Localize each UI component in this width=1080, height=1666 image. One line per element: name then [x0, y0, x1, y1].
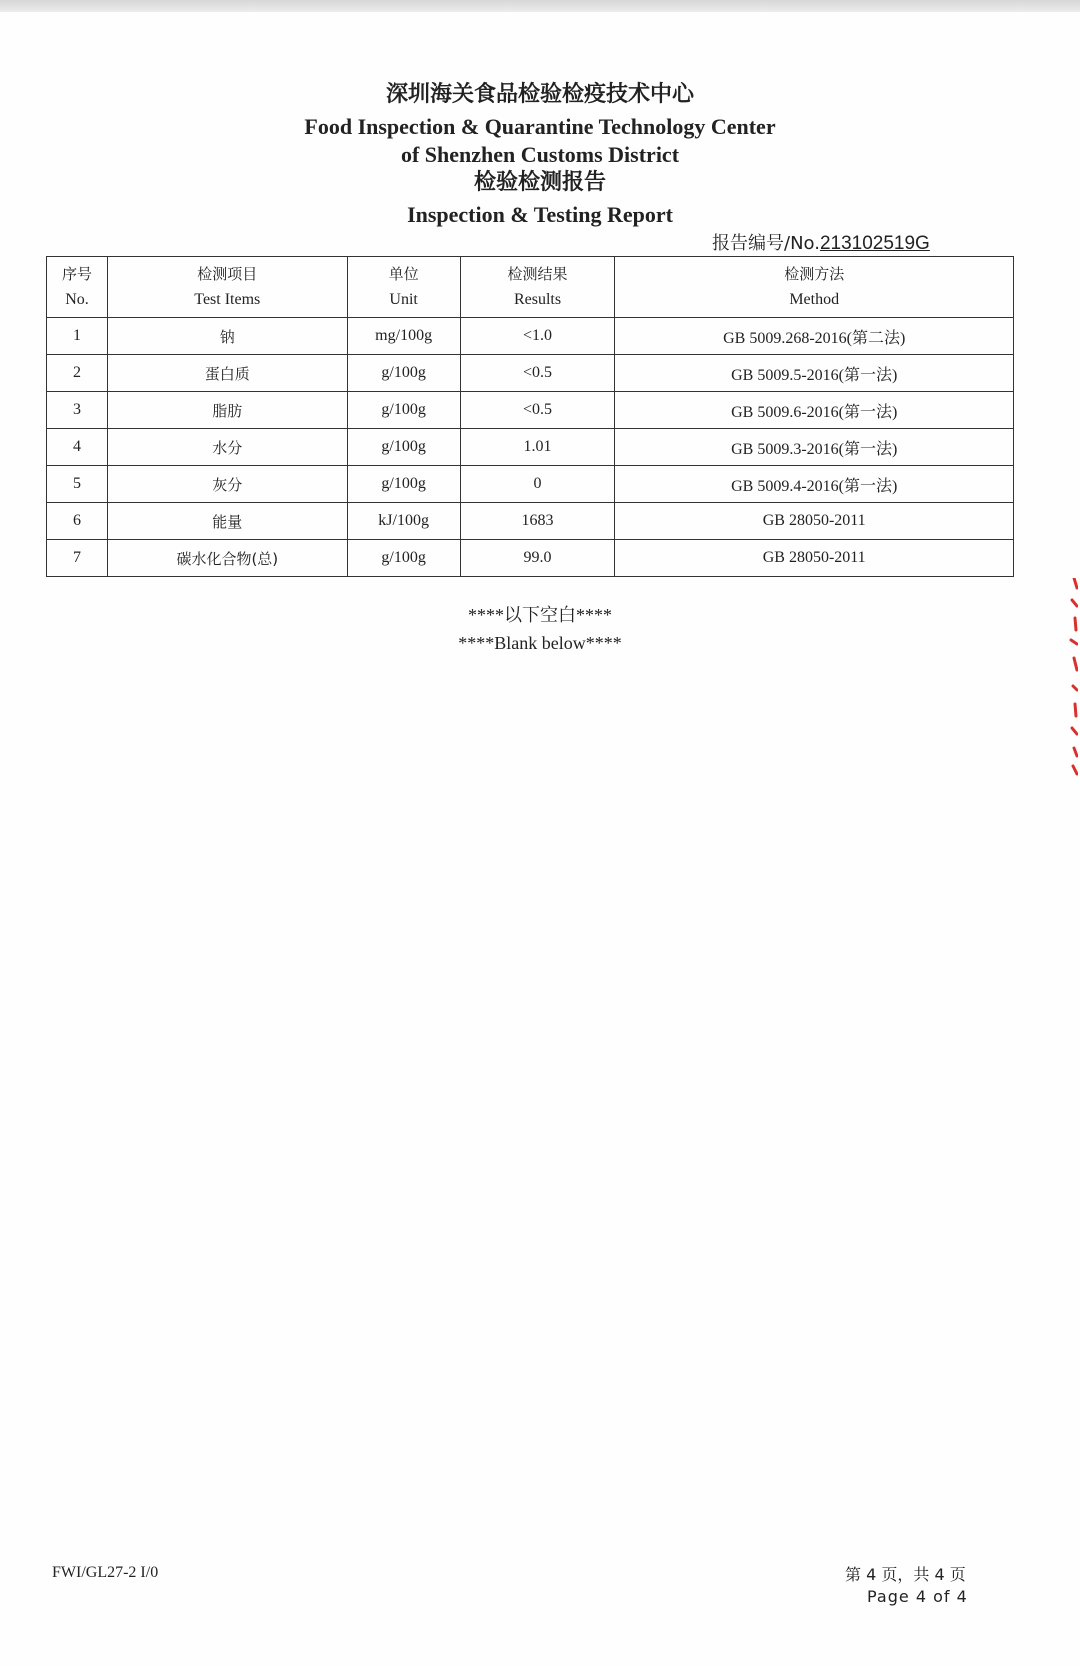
header-unit	[347, 257, 460, 318]
table-row	[47, 466, 1014, 503]
cell-no: 4	[47, 429, 108, 466]
org-name-en-line1: Food Inspection & Quarantine Technology Center	[304, 114, 776, 139]
blank-below-en: ****Blank below****	[458, 633, 622, 653]
cell-method: GB 5009.268-2016(第二法)	[615, 318, 1014, 355]
org-name-en-line2: of Shenzhen Customs District	[400, 142, 680, 167]
header-no	[47, 257, 108, 318]
cell-result: <0.5	[460, 355, 615, 392]
results-table	[46, 256, 1014, 577]
cell-item: 脂肪	[107, 392, 347, 429]
page-indicator-en: Page 4 of 4	[867, 1587, 968, 1606]
cell-item: 灰分	[107, 466, 347, 503]
table-row	[47, 503, 1014, 540]
cell-item: 水分	[107, 429, 347, 466]
cell-item: 碳水化合物(总)	[107, 540, 347, 577]
header-no-en: No.	[65, 291, 89, 308]
cell-method: GB 5009.4-2016(第一法)	[615, 466, 1014, 503]
cell-no: 3	[47, 392, 108, 429]
page-indicator-cn: 第 4 页，共 4 页	[845, 1565, 966, 1584]
cell-method: GB 5009.6-2016(第一法)	[615, 392, 1014, 429]
table-row	[47, 392, 1014, 429]
header-results-cn: 检测结果	[507, 265, 568, 283]
cell-method: GB 5009.3-2016(第一法)	[615, 429, 1014, 466]
cell-item: 能量	[107, 503, 347, 540]
header-unit-en: Unit	[389, 291, 418, 308]
report-number-label: 报告编号/No.	[712, 233, 820, 254]
table-row	[47, 318, 1014, 355]
table-row	[47, 355, 1014, 392]
cell-no: 6	[47, 503, 108, 540]
seal-stamp-edge	[1068, 578, 1078, 776]
header-method-en: Method	[789, 291, 840, 308]
cell-no: 1	[47, 318, 108, 355]
header-test-items	[107, 257, 347, 318]
cell-unit: g/100g	[347, 355, 460, 392]
header-test-items-cn: 检测项目	[197, 265, 258, 283]
cell-no: 5	[47, 466, 108, 503]
cell-method: GB 5009.5-2016(第一法)	[615, 355, 1014, 392]
form-code: FWI/GL27-2 I/0	[52, 1564, 159, 1581]
cell-unit: mg/100g	[347, 318, 460, 355]
header-no-cn: 序号	[61, 265, 92, 283]
cell-method: GB 28050-2011	[615, 540, 1014, 577]
org-name-cn: 深圳海关食品检验检疫技术中心	[385, 82, 694, 107]
cell-unit: g/100g	[347, 540, 460, 577]
cell-result: <1.0	[460, 318, 615, 355]
cell-method: GB 28050-2011	[615, 503, 1014, 540]
header-method-cn: 检测方法	[784, 265, 845, 283]
header-method	[615, 257, 1014, 318]
table-header-row	[47, 257, 1014, 318]
header-results-en: Results	[513, 291, 562, 308]
header-unit-cn: 单位	[388, 265, 419, 283]
table-row	[47, 429, 1014, 466]
cell-result: 99.0	[460, 540, 615, 577]
cell-result: 0	[460, 466, 615, 503]
cell-unit: kJ/100g	[347, 503, 460, 540]
table-row	[47, 540, 1014, 577]
cell-item: 钠	[107, 318, 347, 355]
report-title-en: Inspection & Testing Report	[407, 202, 673, 227]
cell-unit: g/100g	[347, 466, 460, 503]
cell-no: 2	[47, 355, 108, 392]
blank-below-cn: ****以下空白****	[468, 605, 612, 625]
header-test-items-en: Test Items	[194, 291, 261, 308]
cell-result: 1.01	[460, 429, 615, 466]
report-number-value: 213102519G	[819, 233, 930, 254]
report-number	[712, 234, 930, 253]
cell-no: 7	[47, 540, 108, 577]
cell-item: 蛋白质	[107, 355, 347, 392]
header-results	[460, 257, 615, 318]
cell-unit: g/100g	[347, 429, 460, 466]
window-top-edge	[0, 0, 1080, 12]
cell-result: 1683	[460, 503, 615, 540]
cell-result: <0.5	[460, 392, 615, 429]
report-title-cn: 检验检测报告	[473, 170, 606, 195]
cell-unit: g/100g	[347, 392, 460, 429]
